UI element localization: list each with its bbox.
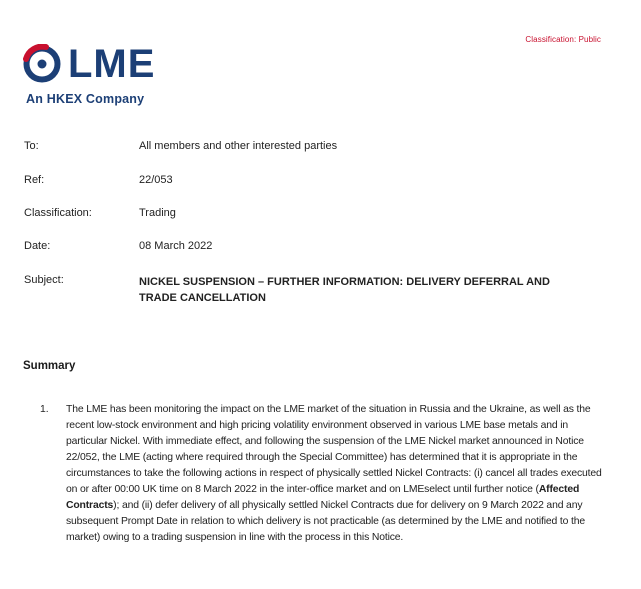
classification-label: Classification: Public [525,35,601,44]
ref-value: 22/053 [139,174,173,186]
to-label: To: [24,140,39,152]
summary-heading: Summary [23,360,76,372]
subject-label: Subject: [24,274,64,286]
paragraph-text-end: ); and (ii) defer delivery of all physically settled Nickel Contracts due for delivery on 9 March 2022 and any subsequent Prompt Date in relation to which delivery is not practicable (as determined by the LME and notified to the market) owing to a trading suspension in line with the process in this Notice. [66,500,586,543]
subject-value: NICKEL SUSPENSION – FURTHER INFORMATION: DELIVERY DEFERRAL AND TRADE CANCELLATION [139,276,550,304]
affected-contracts-term: Affected Contracts [66,484,580,511]
meta-row-classification [24,207,579,219]
lme-logo-icon [22,44,62,84]
meta-row-subject [24,274,569,306]
paragraph-text [66,402,606,546]
paragraph-text-start: The LME has been monitoring the impact on the LME market of the situation in Russia and the Ukraine, as well as the recent low-stock environment and high pricing volatility environment observed in various LME base metals and in particular Nickel. With immediate effect, and following the suspension of the LME Nickel market announced in Notice 22/052, the LME (acting where required through the Special Committee) has determined that it is appropriate in the circumstances to take the following actions in respect of physically settled Nickel Contracts: (i) cancel all trades executed on or after 00:00 UK time on 8 March 2022 in the inter-office market and on LMEselect until further notice ( [66,404,602,495]
meta-row-ref [24,174,579,186]
to-value: All members and other interested parties [139,140,338,152]
lme-logo [22,42,155,106]
meta-row-to [24,140,579,152]
logo-tagline: An HKEX Company [26,92,145,106]
summary-paragraph [40,402,614,546]
meta-row-date [24,240,579,252]
classification-meta-label: Classification: [24,207,92,219]
ref-label: Ref: [24,174,45,186]
classification-value: Trading [139,207,176,219]
date-label: Date: [24,240,51,252]
date-value: 08 March 2022 [139,240,213,252]
logo-wordmark: LME [68,42,156,86]
paragraph-number: 1. [40,404,49,415]
